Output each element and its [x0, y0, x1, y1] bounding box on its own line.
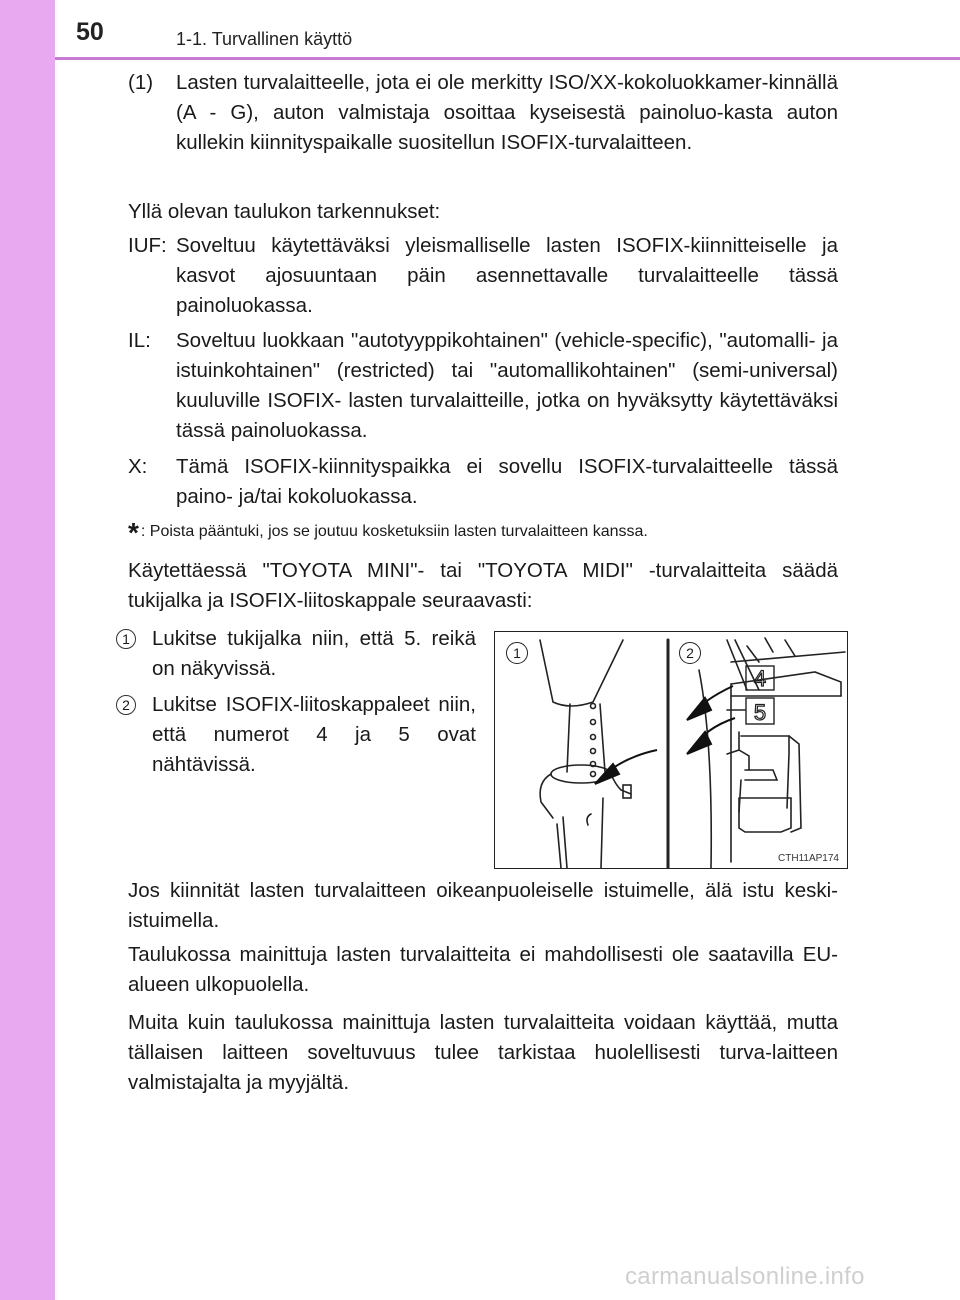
page-number: 50 [76, 18, 104, 46]
step-number: 2 [116, 695, 136, 715]
step-number: 1 [116, 629, 136, 649]
digit-5: 5 [753, 700, 767, 725]
definition-label: IUF: [128, 234, 167, 257]
note-1-text: Lasten turvalaitteelle, jota ei ole merkitty ISO/XX-kokoluokkamer-kinnällä (A - G), auton valmistaja osoittaa kyseisestä painoluo-kasta auton kullekin kiinnityspaikalle suositellun ISOFIX-turvalaitteen. [176, 71, 838, 154]
closing-paragraph: Muita kuin taulukossa mainittuja lasten turvalaitteita voidaan käyttää, mutta tällaisen laitteen soveltuvuus tulee tarkistaa huolellisesti turva-laitteen valmistajalta ja myyjältä. [128, 1011, 838, 1094]
isofix-illustration [494, 631, 848, 869]
step-1 [116, 624, 478, 684]
closing-paragraph: Jos kiinnität lasten turvalaitteen oikeanpuoleiselle istuimelle, älä istu keski-istuimella. [128, 879, 838, 932]
header-rule [55, 57, 960, 60]
figure-code: CTH11AP174 [778, 853, 839, 864]
toyota-intro: Käytettäessä "TOYOTA MINI"- tai "TOYOTA MIDI" -turvalaitteita säädä tukijalka ja ISOFIX-liitoskappale seuraavasti: [128, 559, 838, 612]
figure-callout-1: 1 [506, 642, 528, 664]
definition-text: Soveltuu luokkaan "autotyyppikohtainen" (vehicle-specific), "automalli- ja istuinkohtainen" (restricted) tai "automallikohtainen" (semi-universal) kuuluville ISOFIX- lasten turvalaitteille, jotka on hyväksytty käytettäväksi tässä painoluokassa. [176, 329, 838, 442]
definition-text: Soveltuu käytettäväksi yleismalliselle lasten ISOFIX-kiinnitteiselle ja kasvot ajosuuntaan päin asennettavalle turvalaitteelle tässä painoluokassa. [176, 234, 838, 317]
section-title: 1-1. Turvallinen käyttö [176, 29, 353, 49]
definition-iuf [128, 231, 838, 321]
closing-paragraph: Taulukossa mainittuja lasten turvalaitteita ei mahdollisesti ole saatavilla EU-alueen ulkopuolella. [128, 943, 838, 996]
note-1-label: (1) [128, 71, 154, 94]
definition-il [128, 326, 838, 446]
definition-label: IL: [128, 329, 151, 352]
definition-label: X: [128, 455, 148, 478]
watermark: carmanualsonline.info [625, 1263, 865, 1290]
illustration-drawing [495, 632, 847, 868]
step-text: Lukitse ISOFIX-liitoskappaleet niin, että numerot 4 ja 5 ovat nähtävissä. [152, 693, 476, 776]
left-color-band [0, 0, 55, 1300]
step-2 [116, 690, 478, 780]
digit-4: 4 [753, 666, 767, 691]
definition-x [128, 452, 838, 512]
definition-text: Tämä ISOFIX-kiinnityspaikka ei sovellu ISOFIX-turvalaitteelle tässä paino- ja/tai kokoluokassa. [176, 455, 838, 508]
figure-callout-2: 2 [679, 642, 701, 664]
clarifications-heading: Yllä olevan taulukon tarkennukset: [128, 200, 441, 223]
note-1 [128, 68, 838, 188]
step-text: Lukitse tukijalka niin, että 5. reikä on näkyvissä. [152, 627, 476, 680]
footnote-asterisk: * [128, 517, 139, 548]
footnote [128, 517, 848, 548]
footnote-text: : Poista pääntuki, jos se joutuu kosketuksiin lasten turvalaitteen kanssa. [140, 523, 648, 540]
